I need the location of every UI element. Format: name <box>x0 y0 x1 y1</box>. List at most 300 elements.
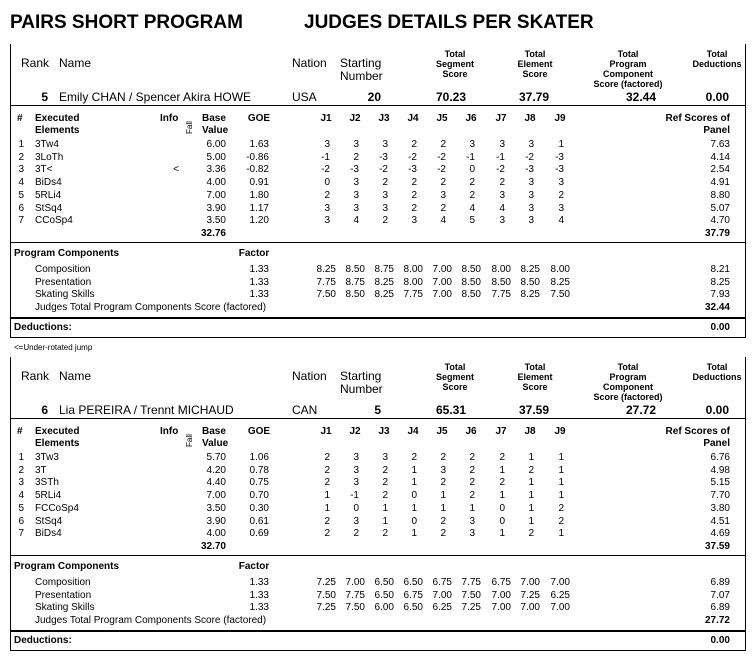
component-judge-score-j2: 7.00 <box>345 577 365 588</box>
element-judge-score-j9: 3 <box>558 177 564 189</box>
component-judge-score-j8: 7.25 <box>520 589 540 601</box>
element-judge-score-j4: 1 <box>411 502 417 514</box>
element-judge-score-j3: 1 <box>382 515 388 527</box>
component-judge-score-j4: 8.00 <box>403 276 423 288</box>
base-value-header-line2: Value <box>202 438 229 449</box>
element-judge-score-j4: 2 <box>411 452 417 463</box>
judges-total-pcs-label: Judges Total Program Components Score (factored) <box>35 615 267 626</box>
element-name: BiDs4 <box>35 528 62 540</box>
element-number: 1 <box>18 139 24 150</box>
element-judge-score-j8: 1 <box>528 490 534 502</box>
program-components-header: Program Components <box>14 561 120 572</box>
element-number: 3 <box>18 164 24 176</box>
total-element-score-header-line3: Score <box>522 69 548 79</box>
component-judge-score-j1: 7.25 <box>316 577 336 588</box>
component-judge-score-j4: 7.75 <box>403 289 423 300</box>
component-judge-score-j8: 8.25 <box>520 264 540 275</box>
base-value-header-line2: Value <box>202 125 229 136</box>
element-goe: 1.17 <box>249 202 269 214</box>
element-judge-score-j6: 4 <box>469 202 475 214</box>
element-judge-score-j2: 3 <box>353 139 359 150</box>
skater-total-pcs: 32.44 <box>625 90 656 104</box>
element-judge-score-j3: 2 <box>382 215 388 227</box>
element-judge-score-j8: 1 <box>528 515 534 527</box>
component-factor: 1.33 <box>249 577 269 588</box>
element-number: 5 <box>18 502 24 514</box>
component-judge-score-j2: 7.75 <box>345 589 365 601</box>
judge-header-j8: J8 <box>524 113 536 124</box>
component-judge-score-j6: 7.25 <box>461 602 481 613</box>
total-deductions-header-line2: Deductions <box>692 59 742 69</box>
element-base-value: 3.36 <box>206 164 226 176</box>
component-judge-score-j6: 8.50 <box>461 289 481 300</box>
component-name: Composition <box>35 577 91 588</box>
component-ref-score: 7.07 <box>710 589 730 601</box>
judges-total-pcs-label: Judges Total Program Components Score (factored) <box>35 302 267 313</box>
program-components-header: Program Components <box>14 248 120 259</box>
element-judge-score-j8: 3 <box>528 202 534 214</box>
base-value-total: 32.76 <box>200 228 226 239</box>
table-right-border <box>745 418 746 630</box>
element-ref-score: 4.91 <box>710 177 730 189</box>
element-judge-score-j2: 3 <box>353 477 359 489</box>
component-judge-score-j1: 7.50 <box>316 589 336 601</box>
skater-total-deductions: 0.00 <box>705 403 729 417</box>
rank-header: Rank <box>21 56 50 70</box>
info-header: Info <box>160 426 179 437</box>
element-name: CCoSp4 <box>35 215 73 227</box>
deductions-label: Deductions: <box>14 635 72 646</box>
element-ref-score: 4.69 <box>710 528 730 540</box>
element-judge-score-j6: 2 <box>469 189 475 201</box>
component-judge-score-j4: 8.00 <box>403 264 423 275</box>
component-judge-score-j5: 7.00 <box>432 276 452 288</box>
element-base-value: 5.70 <box>206 452 226 463</box>
element-judge-score-j9: 4 <box>558 215 564 227</box>
element-judge-score-j7: 1 <box>499 490 505 502</box>
element-judge-score-j8: 2 <box>528 528 534 540</box>
element-goe: 0.61 <box>249 515 269 527</box>
element-ref-score: 8.80 <box>710 189 730 201</box>
element-number: 6 <box>18 202 24 214</box>
total-pcs-header-line4: Score (factored) <box>593 79 663 89</box>
skater-total-segment-score: 65.31 <box>435 403 466 417</box>
element-judge-score-j2: -3 <box>350 164 359 176</box>
element-judge-score-j1: 2 <box>324 515 330 527</box>
component-judge-score-j8: 7.00 <box>520 577 540 588</box>
element-judge-score-j5: 2 <box>440 177 446 189</box>
element-judge-score-j9: 1 <box>558 490 564 502</box>
skater-name: Lia PEREIRA / Trennt MICHAUD <box>59 403 234 417</box>
element-judge-score-j6: 1 <box>469 502 475 514</box>
element-number: 6 <box>18 515 24 527</box>
element-judge-score-j1: -2 <box>321 164 330 176</box>
deductions-left-border <box>10 630 11 650</box>
element-judge-score-j5: 2 <box>440 528 446 540</box>
component-ref-score: 8.25 <box>710 276 730 288</box>
summary-box-bottom <box>10 418 746 419</box>
element-judge-score-j6: 2 <box>469 464 475 476</box>
element-judge-score-j7: 0 <box>499 502 505 514</box>
element-judge-score-j1: 3 <box>324 139 330 150</box>
element-judge-score-j4: 1 <box>411 477 417 489</box>
element-judge-score-j8: 1 <box>528 502 534 514</box>
component-name: Skating Skills <box>35 602 95 613</box>
element-judge-score-j5: -2 <box>437 164 446 176</box>
element-name: 3Tw4 <box>35 139 59 150</box>
element-judge-score-j9: 1 <box>558 528 564 540</box>
element-name: 3STh <box>35 477 59 489</box>
element-judge-score-j6: 2 <box>469 490 475 502</box>
component-factor: 1.33 <box>249 276 269 288</box>
element-judge-score-j7: 3 <box>499 189 505 201</box>
element-judge-score-j4: 3 <box>411 215 417 227</box>
component-judge-score-j7: 6.75 <box>491 577 511 588</box>
ref-scores-header-line2: Panel <box>703 125 730 136</box>
element-judge-score-j3: 1 <box>382 502 388 514</box>
starting-number-header-line2: Number <box>340 69 383 83</box>
element-judge-score-j3: 2 <box>382 477 388 489</box>
judge-header-j5: J5 <box>436 426 448 437</box>
element-number: 4 <box>18 490 24 502</box>
element-judge-score-j3: 3 <box>382 202 388 214</box>
element-ref-score: 4.70 <box>710 215 730 227</box>
element-ref-score: 4.51 <box>710 515 730 527</box>
factor-header: Factor <box>238 561 270 572</box>
judge-header-j4: J4 <box>407 426 419 437</box>
element-goe: 0.91 <box>249 177 269 189</box>
component-judge-score-j1: 7.25 <box>316 602 336 613</box>
executed-elements-header-line2: Elements <box>35 125 80 136</box>
skater-nation: CAN <box>292 403 318 417</box>
judge-header-j9: J9 <box>554 113 566 124</box>
component-judge-score-j7: 8.50 <box>491 276 511 288</box>
component-judge-score-j6: 8.50 <box>461 264 481 275</box>
starting-number-header-line1: Starting <box>340 369 382 383</box>
element-ref-score: 7.63 <box>710 139 730 150</box>
element-judge-score-j2: 3 <box>353 177 359 189</box>
total-segment-score-header-line3: Score <box>442 382 468 392</box>
element-goe: -0.82 <box>246 164 269 176</box>
element-goe: 0.70 <box>249 490 269 502</box>
element-judge-score-j7: 2 <box>499 477 505 489</box>
element-judge-score-j3: 2 <box>382 177 388 189</box>
element-ref-score: 5.15 <box>710 477 730 489</box>
element-judge-score-j2: 3 <box>353 202 359 214</box>
component-judge-score-j8: 8.50 <box>520 276 540 288</box>
element-ref-score: 4.98 <box>710 464 730 476</box>
total-segment-score-header-line2: Segment <box>435 59 474 69</box>
element-judge-score-j5: 2 <box>440 139 446 150</box>
element-judge-score-j8: -2 <box>525 151 534 163</box>
component-name: Composition <box>35 264 91 275</box>
component-judge-score-j9: 7.00 <box>550 602 570 613</box>
total-deductions-header-line1: Total <box>706 362 728 372</box>
element-ref-score: 3.80 <box>710 502 730 514</box>
component-judge-score-j5: 7.00 <box>432 264 452 275</box>
element-judge-score-j7: -1 <box>496 151 505 163</box>
component-judge-score-j5: 6.75 <box>432 577 452 588</box>
element-ref-score: 6.76 <box>710 452 730 463</box>
element-judge-score-j3: 3 <box>382 452 388 463</box>
component-judge-score-j9: 7.00 <box>550 577 570 588</box>
report-title: JUDGES DETAILS PER SKATER <box>304 12 594 33</box>
element-goe: 0.75 <box>249 477 269 489</box>
executed-elements-header-line2: Elements <box>35 438 80 449</box>
element-name: 3T <box>35 464 47 476</box>
component-judge-score-j8: 7.00 <box>520 602 540 613</box>
element-goe: -0.86 <box>246 151 269 163</box>
component-judge-score-j2: 8.50 <box>345 289 365 300</box>
element-judge-score-j4: 2 <box>411 139 417 150</box>
element-judge-score-j7: 2 <box>499 177 505 189</box>
element-judge-score-j4: 1 <box>411 528 417 540</box>
component-factor: 1.33 <box>249 289 269 300</box>
element-judge-score-j5: 4 <box>440 215 446 227</box>
element-judge-score-j2: 4 <box>353 215 359 227</box>
element-ref-score: 7.70 <box>710 490 730 502</box>
ref-scores-header-line2: Panel <box>703 438 730 449</box>
element-judge-score-j6: 5 <box>469 215 475 227</box>
nation-header: Nation <box>292 56 327 70</box>
num-header: # <box>17 113 23 124</box>
component-name: Skating Skills <box>35 289 95 300</box>
element-judge-score-j7: 3 <box>499 215 505 227</box>
deductions-divider <box>10 630 746 632</box>
element-judge-score-j8: 1 <box>528 452 534 463</box>
judge-header-j8: J8 <box>524 426 536 437</box>
skater-starting-number: 20 <box>367 90 381 104</box>
element-judge-score-j5: 2 <box>440 452 446 463</box>
deductions-value: 0.00 <box>710 322 730 333</box>
fall-header: Fall <box>185 121 194 134</box>
element-number: 2 <box>18 464 24 476</box>
component-judge-score-j4: 6.50 <box>403 602 423 613</box>
component-judge-score-j9: 6.25 <box>550 589 570 601</box>
base-value-header-line1: Base <box>202 113 226 124</box>
element-judge-score-j2: 0 <box>353 502 359 514</box>
element-judge-score-j8: 3 <box>528 139 534 150</box>
goe-header: GOE <box>247 113 271 124</box>
element-judge-score-j4: 0 <box>411 490 417 502</box>
element-judge-score-j9: 2 <box>558 515 564 527</box>
component-judge-score-j3: 8.25 <box>374 276 394 288</box>
element-base-value: 3.90 <box>206 515 226 527</box>
element-judge-score-j7: 3 <box>499 139 505 150</box>
component-judge-score-j5: 7.00 <box>432 289 452 300</box>
element-judge-score-j1: 2 <box>324 464 330 476</box>
element-judge-score-j3: -2 <box>379 164 388 176</box>
name-header: Name <box>59 369 92 383</box>
element-judge-score-j9: 3 <box>558 202 564 214</box>
skater-starting-number: 5 <box>374 403 381 417</box>
executed-elements-header-line1: Executed <box>35 113 80 124</box>
element-ref-total: 37.79 <box>704 228 730 239</box>
component-name: Presentation <box>35 589 92 601</box>
element-judge-score-j7: 0 <box>499 515 505 527</box>
element-base-value: 5.00 <box>206 151 226 163</box>
element-base-value: 4.00 <box>206 177 226 189</box>
element-judge-score-j6: 3 <box>469 528 475 540</box>
element-judge-score-j5: 2 <box>440 202 446 214</box>
element-judge-score-j4: -2 <box>408 151 417 163</box>
factor-header: Factor <box>238 248 270 259</box>
skater-nation: USA <box>292 90 317 104</box>
element-ref-total: 37.59 <box>704 541 730 552</box>
element-judge-score-j7: -2 <box>496 164 505 176</box>
component-judge-score-j9: 7.50 <box>550 289 570 300</box>
element-name: 3T< <box>35 164 53 176</box>
element-judge-score-j5: 3 <box>440 189 446 201</box>
element-judge-score-j9: 2 <box>558 502 564 514</box>
element-judge-score-j2: 3 <box>353 464 359 476</box>
judge-header-j7: J7 <box>495 113 507 124</box>
element-name: 5RLi4 <box>35 189 62 201</box>
component-judge-score-j3: 6.50 <box>374 589 394 601</box>
judge-header-j5: J5 <box>436 113 448 124</box>
component-judge-score-j9: 8.00 <box>550 264 570 275</box>
element-judge-score-j2: 3 <box>353 452 359 463</box>
judges-total-pcs-value: 32.44 <box>704 302 730 313</box>
component-judge-score-j4: 6.50 <box>403 577 423 588</box>
element-goe: 1.63 <box>249 139 269 150</box>
skater-total-element-score: 37.59 <box>518 403 549 417</box>
element-judge-score-j6: 3 <box>469 139 475 150</box>
element-judge-score-j1: -1 <box>321 151 330 163</box>
element-judge-score-j3: 3 <box>382 139 388 150</box>
total-pcs-header-line4: Score (factored) <box>593 392 663 402</box>
element-goe: 0.69 <box>249 528 269 540</box>
element-judge-score-j1: 3 <box>324 215 330 227</box>
element-judge-score-j4: -3 <box>408 164 417 176</box>
judge-header-j2: J2 <box>349 113 361 124</box>
element-judge-score-j3: 2 <box>382 490 388 502</box>
element-judge-score-j9: 1 <box>558 477 564 489</box>
component-factor: 1.33 <box>249 602 269 613</box>
total-pcs-header-line2: Program <box>609 372 647 382</box>
element-goe: 1.80 <box>249 189 269 201</box>
info-header: Info <box>160 113 179 124</box>
deductions-value: 0.00 <box>710 635 730 646</box>
element-base-value: 4.20 <box>206 464 226 476</box>
footnote: <=Under-rotated jump <box>14 343 93 352</box>
component-factor: 1.33 <box>249 264 269 275</box>
total-deductions-header-line2: Deductions <box>692 372 742 382</box>
total-segment-score-header-line1: Total <box>444 362 466 372</box>
total-segment-score-header-line1: Total <box>444 49 466 59</box>
element-judge-score-j5: 2 <box>440 515 446 527</box>
total-element-score-header-line1: Total <box>524 362 546 372</box>
judge-header-j3: J3 <box>378 113 390 124</box>
element-goe: 0.78 <box>249 464 269 476</box>
component-judge-score-j7: 8.00 <box>491 264 511 275</box>
element-name: 3Tw3 <box>35 452 59 463</box>
element-judge-score-j5: -2 <box>437 151 446 163</box>
total-element-score-header-line2: Element <box>517 59 553 69</box>
element-name: BiDs4 <box>35 177 62 189</box>
ref-scores-header-line1: Ref Scores of <box>665 426 730 437</box>
element-goe: 1.06 <box>249 452 269 463</box>
element-base-value: 4.00 <box>206 528 226 540</box>
total-pcs-header-line1: Total <box>617 362 639 372</box>
element-judge-score-j8: 2 <box>528 464 534 476</box>
element-number: 5 <box>18 189 24 201</box>
element-judge-score-j8: 3 <box>528 177 534 189</box>
component-name: Presentation <box>35 276 92 288</box>
base-value-total: 32.70 <box>200 541 226 552</box>
element-number: 7 <box>18 215 24 227</box>
element-judge-score-j8: 1 <box>528 477 534 489</box>
name-header: Name <box>59 56 92 70</box>
element-judge-score-j1: 3 <box>324 202 330 214</box>
element-base-value: 3.50 <box>206 502 226 514</box>
total-deductions-header-line1: Total <box>706 49 728 59</box>
event-title: PAIRS SHORT PROGRAM <box>10 12 243 33</box>
total-element-score-header-line2: Element <box>517 372 553 382</box>
component-judge-score-j3: 6.50 <box>374 577 394 588</box>
component-judge-score-j6: 7.50 <box>461 589 481 601</box>
nation-header: Nation <box>292 369 327 383</box>
component-judge-score-j7: 7.00 <box>491 589 511 601</box>
total-pcs-header-line3: Component <box>603 382 653 392</box>
deductions-bottom <box>10 650 746 651</box>
skater-total-pcs: 27.72 <box>625 403 656 417</box>
skater-rank: 5 <box>41 90 48 104</box>
element-judge-score-j8: -3 <box>525 164 534 176</box>
element-judge-score-j6: 2 <box>469 452 475 463</box>
element-judge-score-j1: 2 <box>324 477 330 489</box>
element-number: 1 <box>18 452 24 463</box>
skater-total-segment-score: 70.23 <box>435 90 466 104</box>
element-judge-score-j6: 3 <box>469 515 475 527</box>
judge-header-j9: J9 <box>554 426 566 437</box>
element-judge-score-j5: 1 <box>440 502 446 514</box>
element-judge-score-j4: 2 <box>411 202 417 214</box>
element-info: < <box>173 164 179 176</box>
component-judge-score-j5: 6.25 <box>432 602 452 613</box>
element-judge-score-j1: 1 <box>324 502 330 514</box>
element-judge-score-j4: 0 <box>411 515 417 527</box>
element-judge-score-j7: 1 <box>499 528 505 540</box>
element-judge-score-j1: 2 <box>324 452 330 463</box>
skater-total-deductions: 0.00 <box>705 90 729 104</box>
judge-header-j1: J1 <box>320 113 332 124</box>
executed-elements-header-line1: Executed <box>35 426 80 437</box>
component-ref-score: 8.21 <box>710 264 730 275</box>
element-judge-score-j9: -3 <box>555 164 564 176</box>
deductions-label: Deductions: <box>14 322 72 333</box>
summary-box-left <box>10 357 11 418</box>
element-name: 3LoTh <box>35 151 64 163</box>
goe-header: GOE <box>247 426 271 437</box>
component-judge-score-j1: 8.25 <box>316 264 336 275</box>
element-base-value: 3.90 <box>206 202 226 214</box>
component-judge-score-j5: 7.00 <box>432 589 452 601</box>
element-judge-score-j9: 1 <box>558 464 564 476</box>
component-judge-score-j9: 8.25 <box>550 276 570 288</box>
element-name: FCCoSp4 <box>35 502 79 514</box>
element-judge-score-j7: 4 <box>499 202 505 214</box>
component-judge-score-j3: 6.00 <box>374 602 394 613</box>
component-ref-score: 6.89 <box>710 577 730 588</box>
component-judge-score-j7: 7.00 <box>491 602 511 613</box>
element-judge-score-j9: 1 <box>558 452 564 463</box>
base-value-header-line1: Base <box>202 426 226 437</box>
component-judge-score-j4: 6.75 <box>403 589 423 601</box>
fall-header: Fall <box>185 434 194 447</box>
skater-total-element-score: 37.79 <box>518 90 549 104</box>
element-judge-score-j9: 2 <box>558 189 564 201</box>
